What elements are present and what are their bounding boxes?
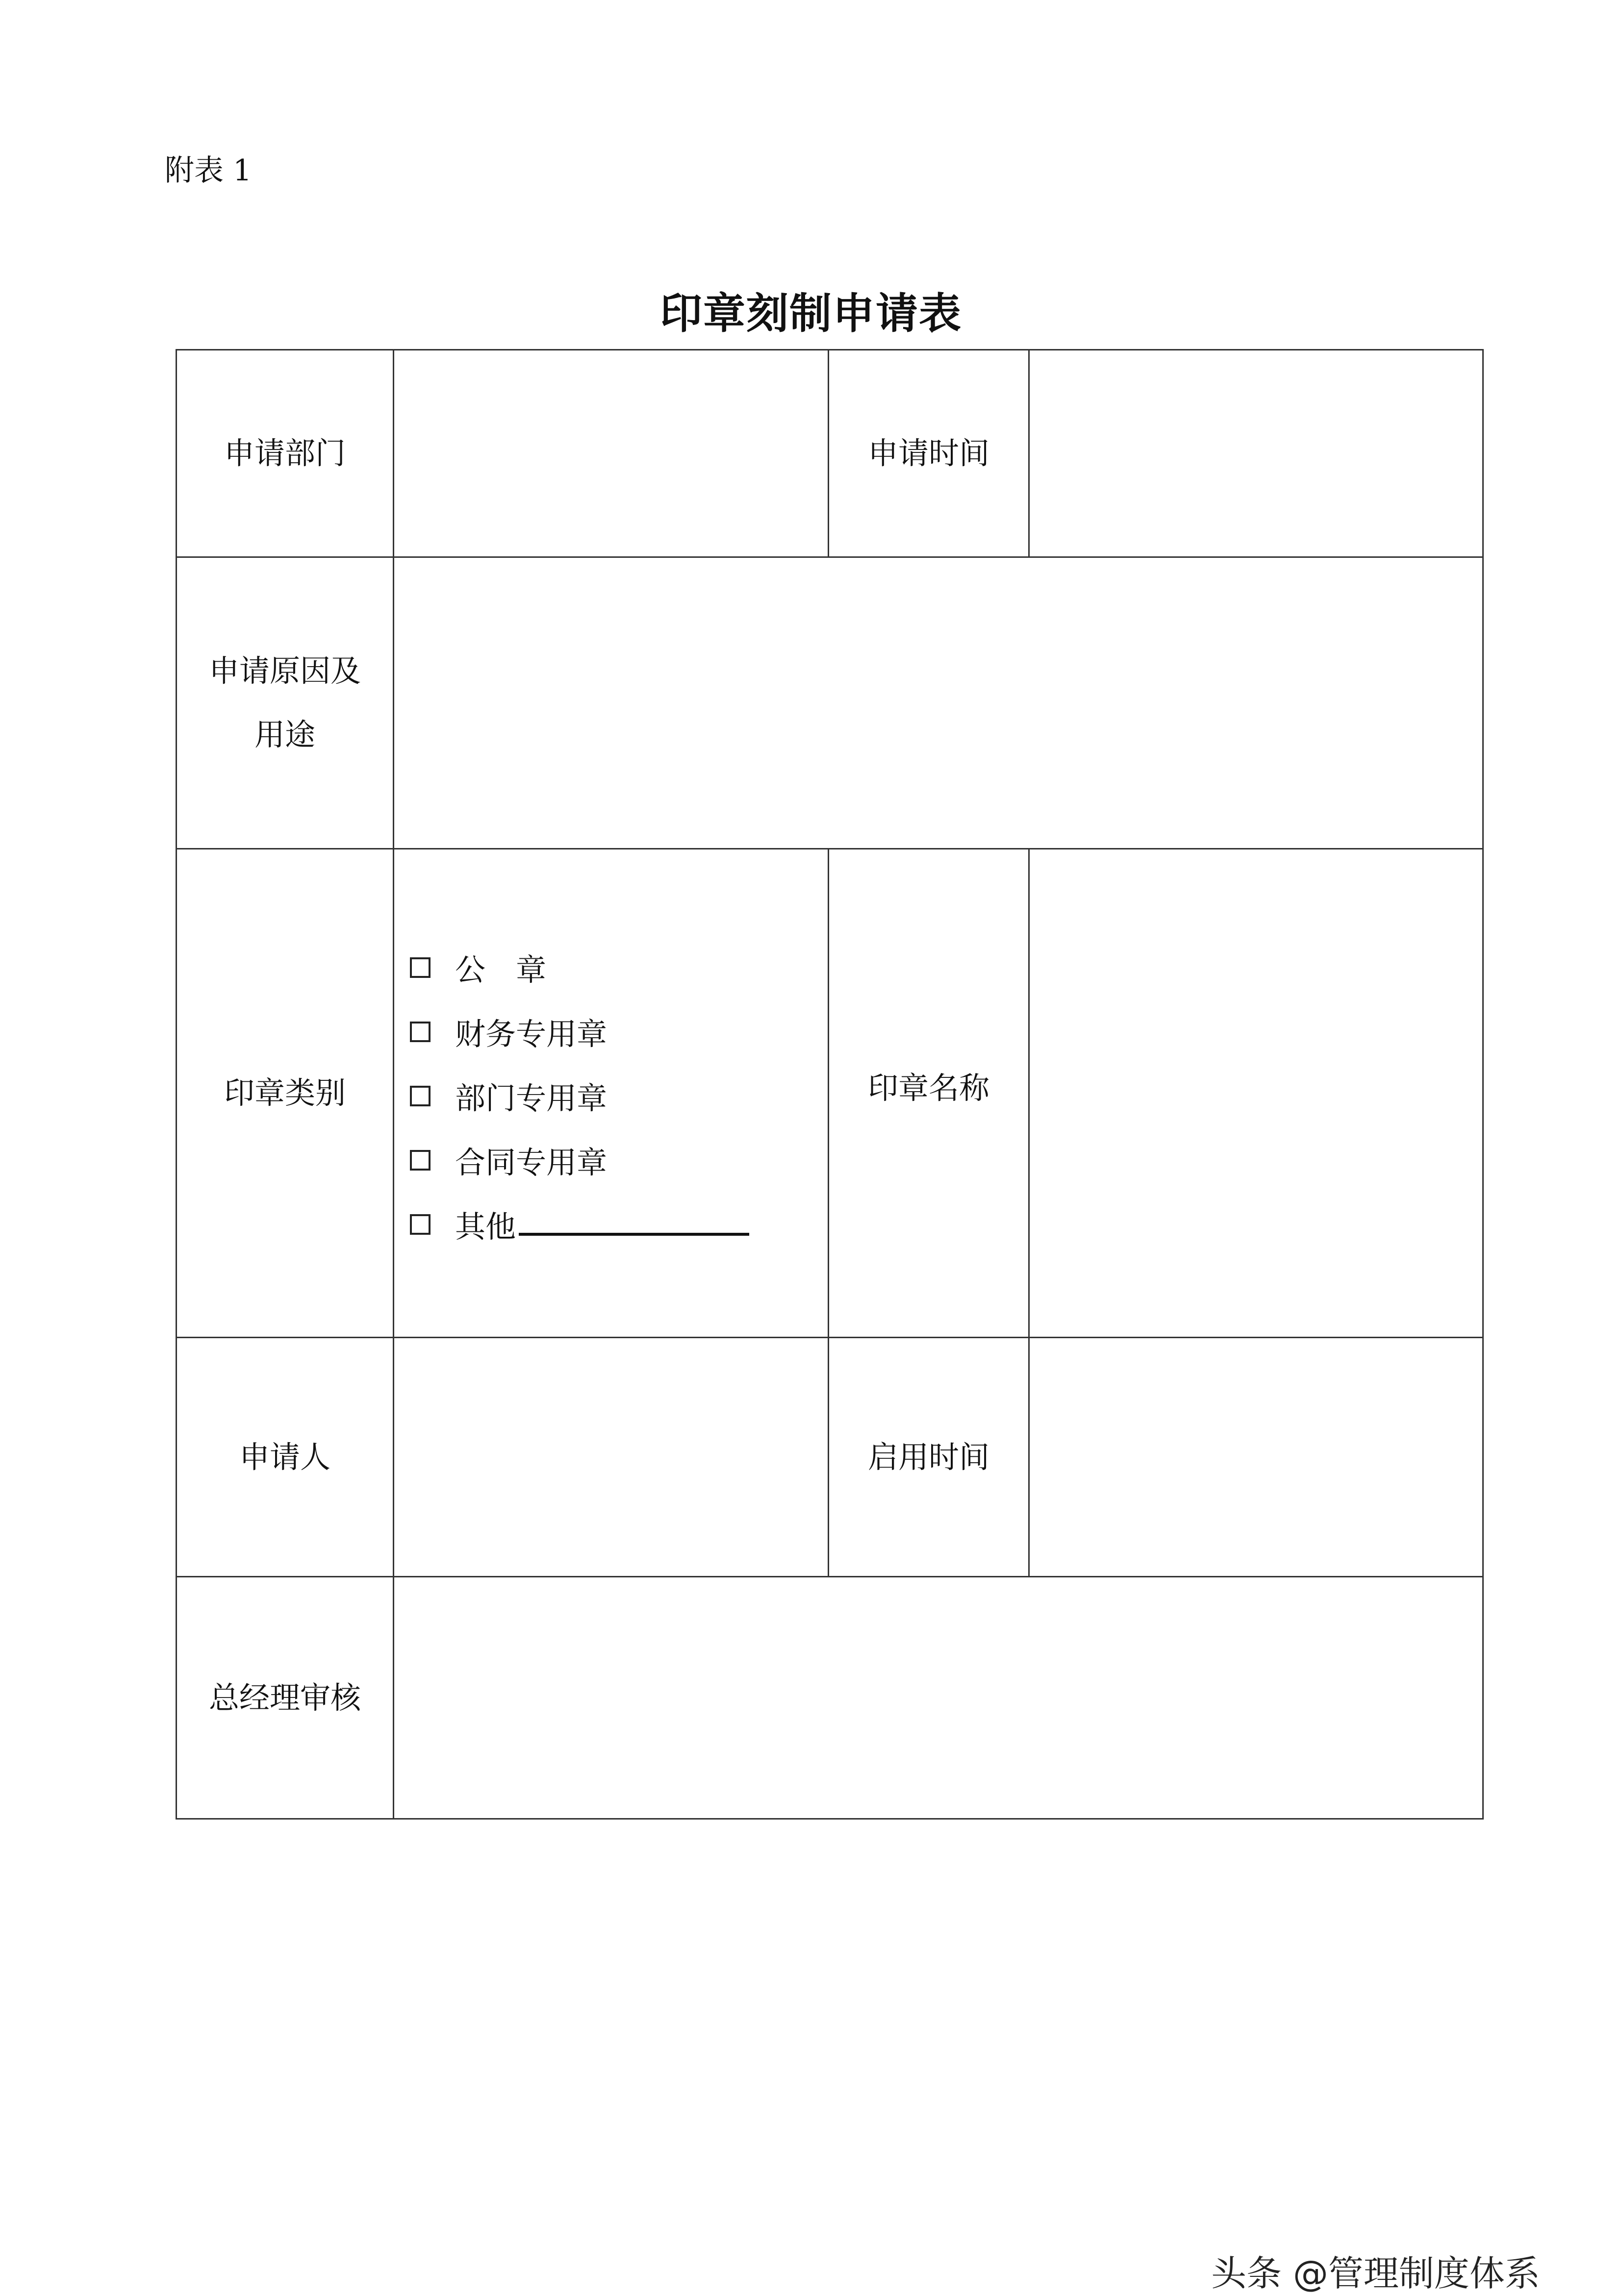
checkbox[interactable] <box>410 1086 431 1106</box>
gm-review-label-cell <box>176 1576 394 1820</box>
checkbox[interactable] <box>410 957 431 978</box>
reason-field[interactable] <box>393 556 1484 849</box>
reason-label-line1: 申请原因及 <box>208 653 361 689</box>
watermark: 头条 @管理制度体系 <box>1211 2253 1540 2294</box>
start-time-label: 启用时间 <box>867 1439 989 1475</box>
checkbox[interactable] <box>410 1022 431 1042</box>
option-other[interactable] <box>410 1192 749 1256</box>
other-blank-line[interactable] <box>519 1213 749 1236</box>
start-time-field[interactable] <box>1028 1337 1484 1577</box>
dept-field[interactable] <box>393 349 829 558</box>
seal-name-field[interactable] <box>1028 848 1484 1338</box>
option-label: 部门专用章 <box>455 1080 608 1116</box>
option-label: 合同专用章 <box>455 1145 608 1180</box>
reason-label-line2: 用途 <box>254 717 315 752</box>
checkbox[interactable] <box>410 1214 431 1235</box>
annex-label: 附表 1 <box>165 153 252 188</box>
category-options <box>410 935 749 1256</box>
page-title: 印章刻制申请表 <box>660 289 962 338</box>
gm-review-label: 总经理审核 <box>208 1679 361 1716</box>
start-time-label-cell <box>828 1337 1030 1577</box>
dept-label-cell <box>176 349 394 558</box>
option-label: 其他 <box>455 1209 516 1245</box>
seal-name-label-cell <box>828 848 1030 1338</box>
category-label: 印章类别 <box>224 1075 346 1111</box>
applicant-field[interactable] <box>393 1337 829 1577</box>
option-contract-seal[interactable] <box>410 1128 749 1192</box>
gm-review-field[interactable] <box>393 1576 1484 1820</box>
option-finance-seal[interactable] <box>410 999 749 1064</box>
reason-label-cell <box>176 556 394 849</box>
applicant-label-cell <box>176 1337 394 1577</box>
category-label-cell <box>176 848 394 1338</box>
applicant-label: 申请人 <box>239 1439 330 1475</box>
apply-time-label-cell <box>828 349 1030 558</box>
option-label: 财务专用章 <box>455 1016 608 1052</box>
seal-name-label: 印章名称 <box>867 1070 989 1106</box>
dept-label: 申请部门 <box>224 435 346 471</box>
apply-time-label: 申请时间 <box>867 435 989 471</box>
apply-time-field[interactable] <box>1028 349 1484 558</box>
option-department-seal[interactable] <box>410 1064 749 1128</box>
option-label: 公 章 <box>455 952 547 988</box>
application-form <box>176 349 1484 1820</box>
option-official-seal[interactable] <box>410 935 749 999</box>
checkbox[interactable] <box>410 1150 431 1171</box>
